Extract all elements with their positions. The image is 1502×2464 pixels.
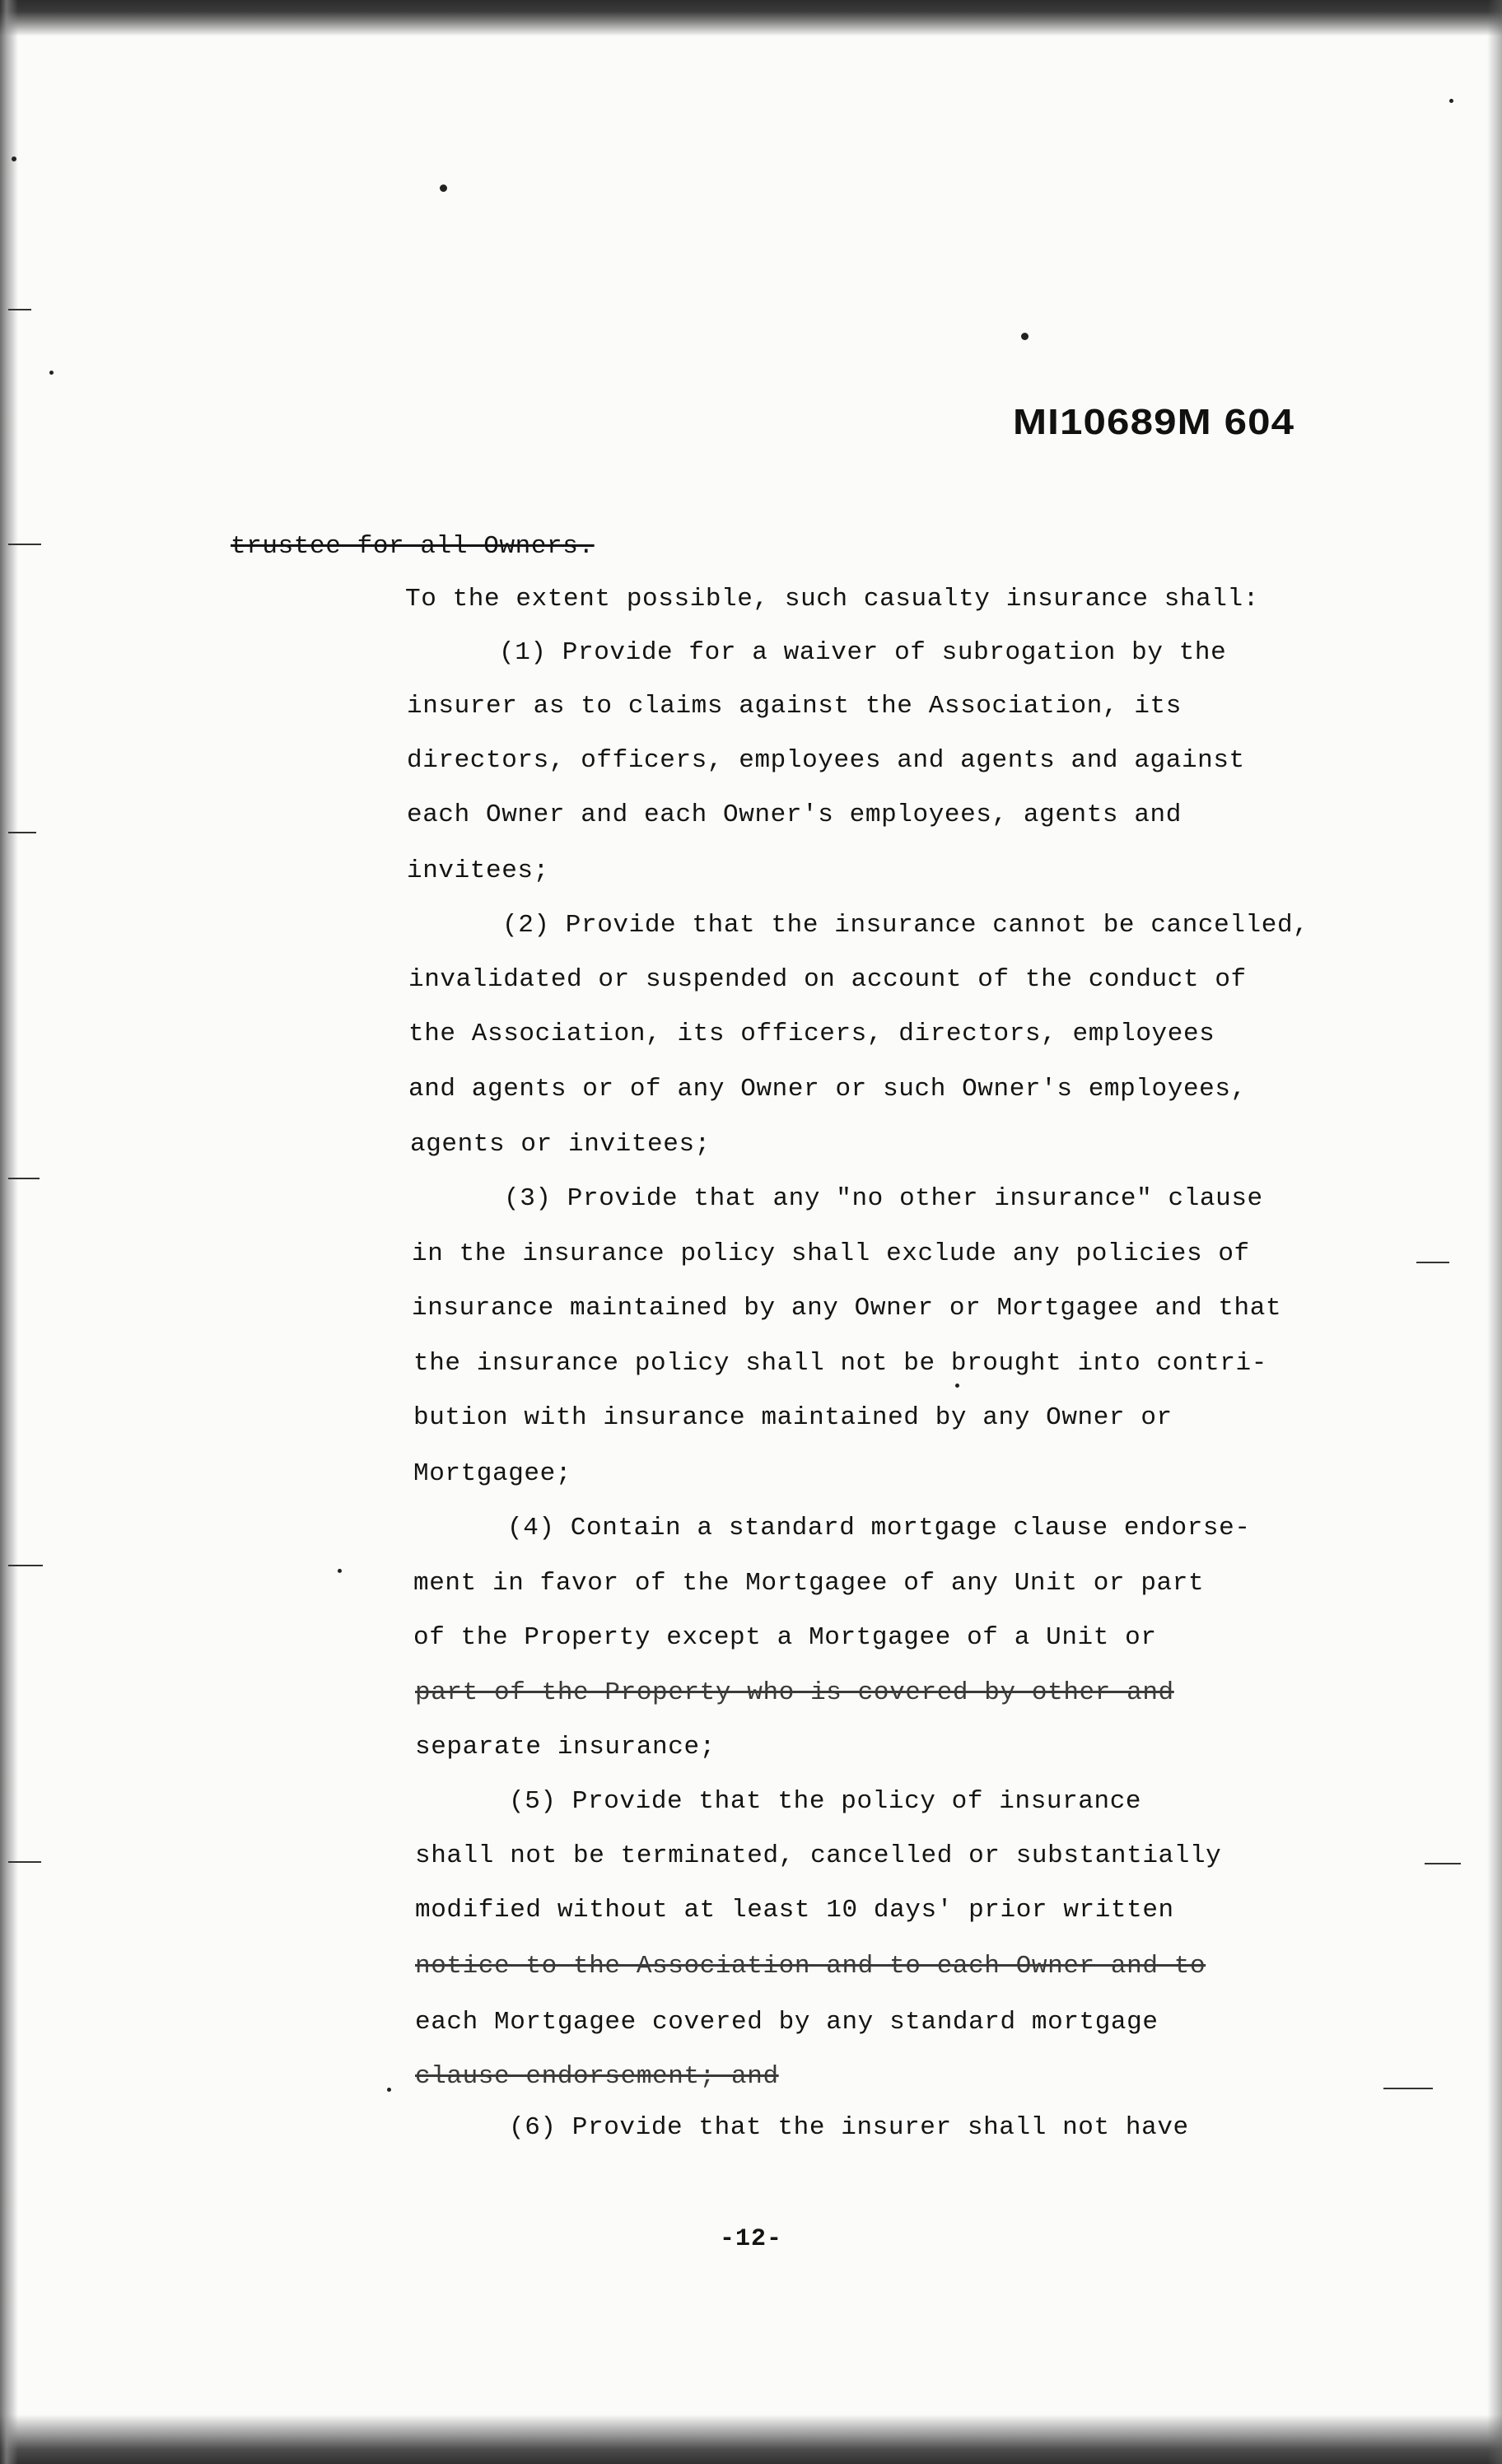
scan-speck (955, 1384, 959, 1388)
margin-mark (1425, 1863, 1461, 1864)
scan-speck (12, 156, 16, 161)
margin-mark (8, 832, 36, 833)
text-line: the insurance policy shall not be brought into contri- (413, 1349, 1267, 1378)
text-line: (1) Provide for a waiver of subrogation by the (499, 638, 1227, 667)
scan-speck (1449, 99, 1453, 103)
text-line: clause endorsement; and (415, 2062, 779, 2091)
text-line: notice to the Association and to each Owner and to (415, 1952, 1206, 1981)
scan-speck (49, 371, 54, 375)
text-line: (2) Provide that the insurance cannot be cancelled, (502, 911, 1309, 940)
text-line: ment in favor of the Mortgagee of any Unit or part (413, 1569, 1205, 1598)
text-line: insurance maintained by any Owner or Mortgagee and that (412, 1294, 1282, 1323)
text-line: of the Property except a Mortgagee of a Unit or (413, 1623, 1157, 1652)
scan-edge-bottom (0, 2415, 1502, 2464)
page-number: -12- (719, 2225, 782, 2253)
text-line: bution with insurance maintained by any Owner or (413, 1403, 1173, 1432)
text-line: Mortgagee; (413, 1459, 572, 1488)
text-line: (5) Provide that the policy of insurance (509, 1787, 1142, 1816)
margin-mark (1416, 1262, 1449, 1263)
text-line: directors, officers, employees and agents and against (407, 746, 1245, 775)
margin-mark (8, 1178, 40, 1179)
scan-edge-top (0, 0, 1502, 36)
margin-mark (8, 309, 31, 310)
text-line: part of the Property who is covered by other and (415, 1678, 1174, 1707)
margin-mark (8, 1565, 43, 1566)
text-line: and agents or of any Owner or such Owner's employees, (408, 1075, 1247, 1104)
text-line: modified without at least 10 days' prior written (415, 1896, 1174, 1925)
scan-edge-left (0, 0, 18, 2464)
text-line: (6) Provide that the insurer shall not have (509, 2113, 1189, 2142)
text-line: separate insurance; (415, 1733, 716, 1762)
margin-mark (1383, 2088, 1433, 2089)
scan-speck (1021, 333, 1029, 340)
text-line: trustee for all Owners. (231, 532, 595, 561)
text-line: To the extent possible, such casualty insurance shall: (405, 585, 1259, 614)
text-line: in the insurance policy shall exclude any policies of (412, 1239, 1250, 1268)
margin-mark (8, 544, 41, 545)
scan-speck (387, 2088, 391, 2092)
scan-speck (338, 1569, 342, 1573)
text-line: each Owner and each Owner's employees, agents and (407, 800, 1182, 829)
text-line: each Mortgagee covered by any standard mortgage (415, 2008, 1159, 2037)
text-line: invitees; (407, 856, 549, 885)
text-line: agents or invitees; (410, 1130, 711, 1159)
text-line: the Association, its officers, directors, employees (408, 1020, 1215, 1048)
book-page-stamp: MI10689M 604 (1013, 402, 1295, 442)
text-line: invalidated or suspended on account of the conduct of (408, 965, 1247, 994)
scan-speck (440, 184, 447, 192)
text-line: shall not be terminated, cancelled or substantially (415, 1841, 1222, 1870)
text-line: (4) Contain a standard mortgage clause endorse- (507, 1514, 1251, 1542)
margin-mark (8, 1861, 41, 1863)
text-line: (3) Provide that any "no other insurance" clause (504, 1184, 1263, 1213)
scan-edge-right (1487, 0, 1502, 2464)
text-line: insurer as to claims against the Association, its (407, 692, 1182, 721)
